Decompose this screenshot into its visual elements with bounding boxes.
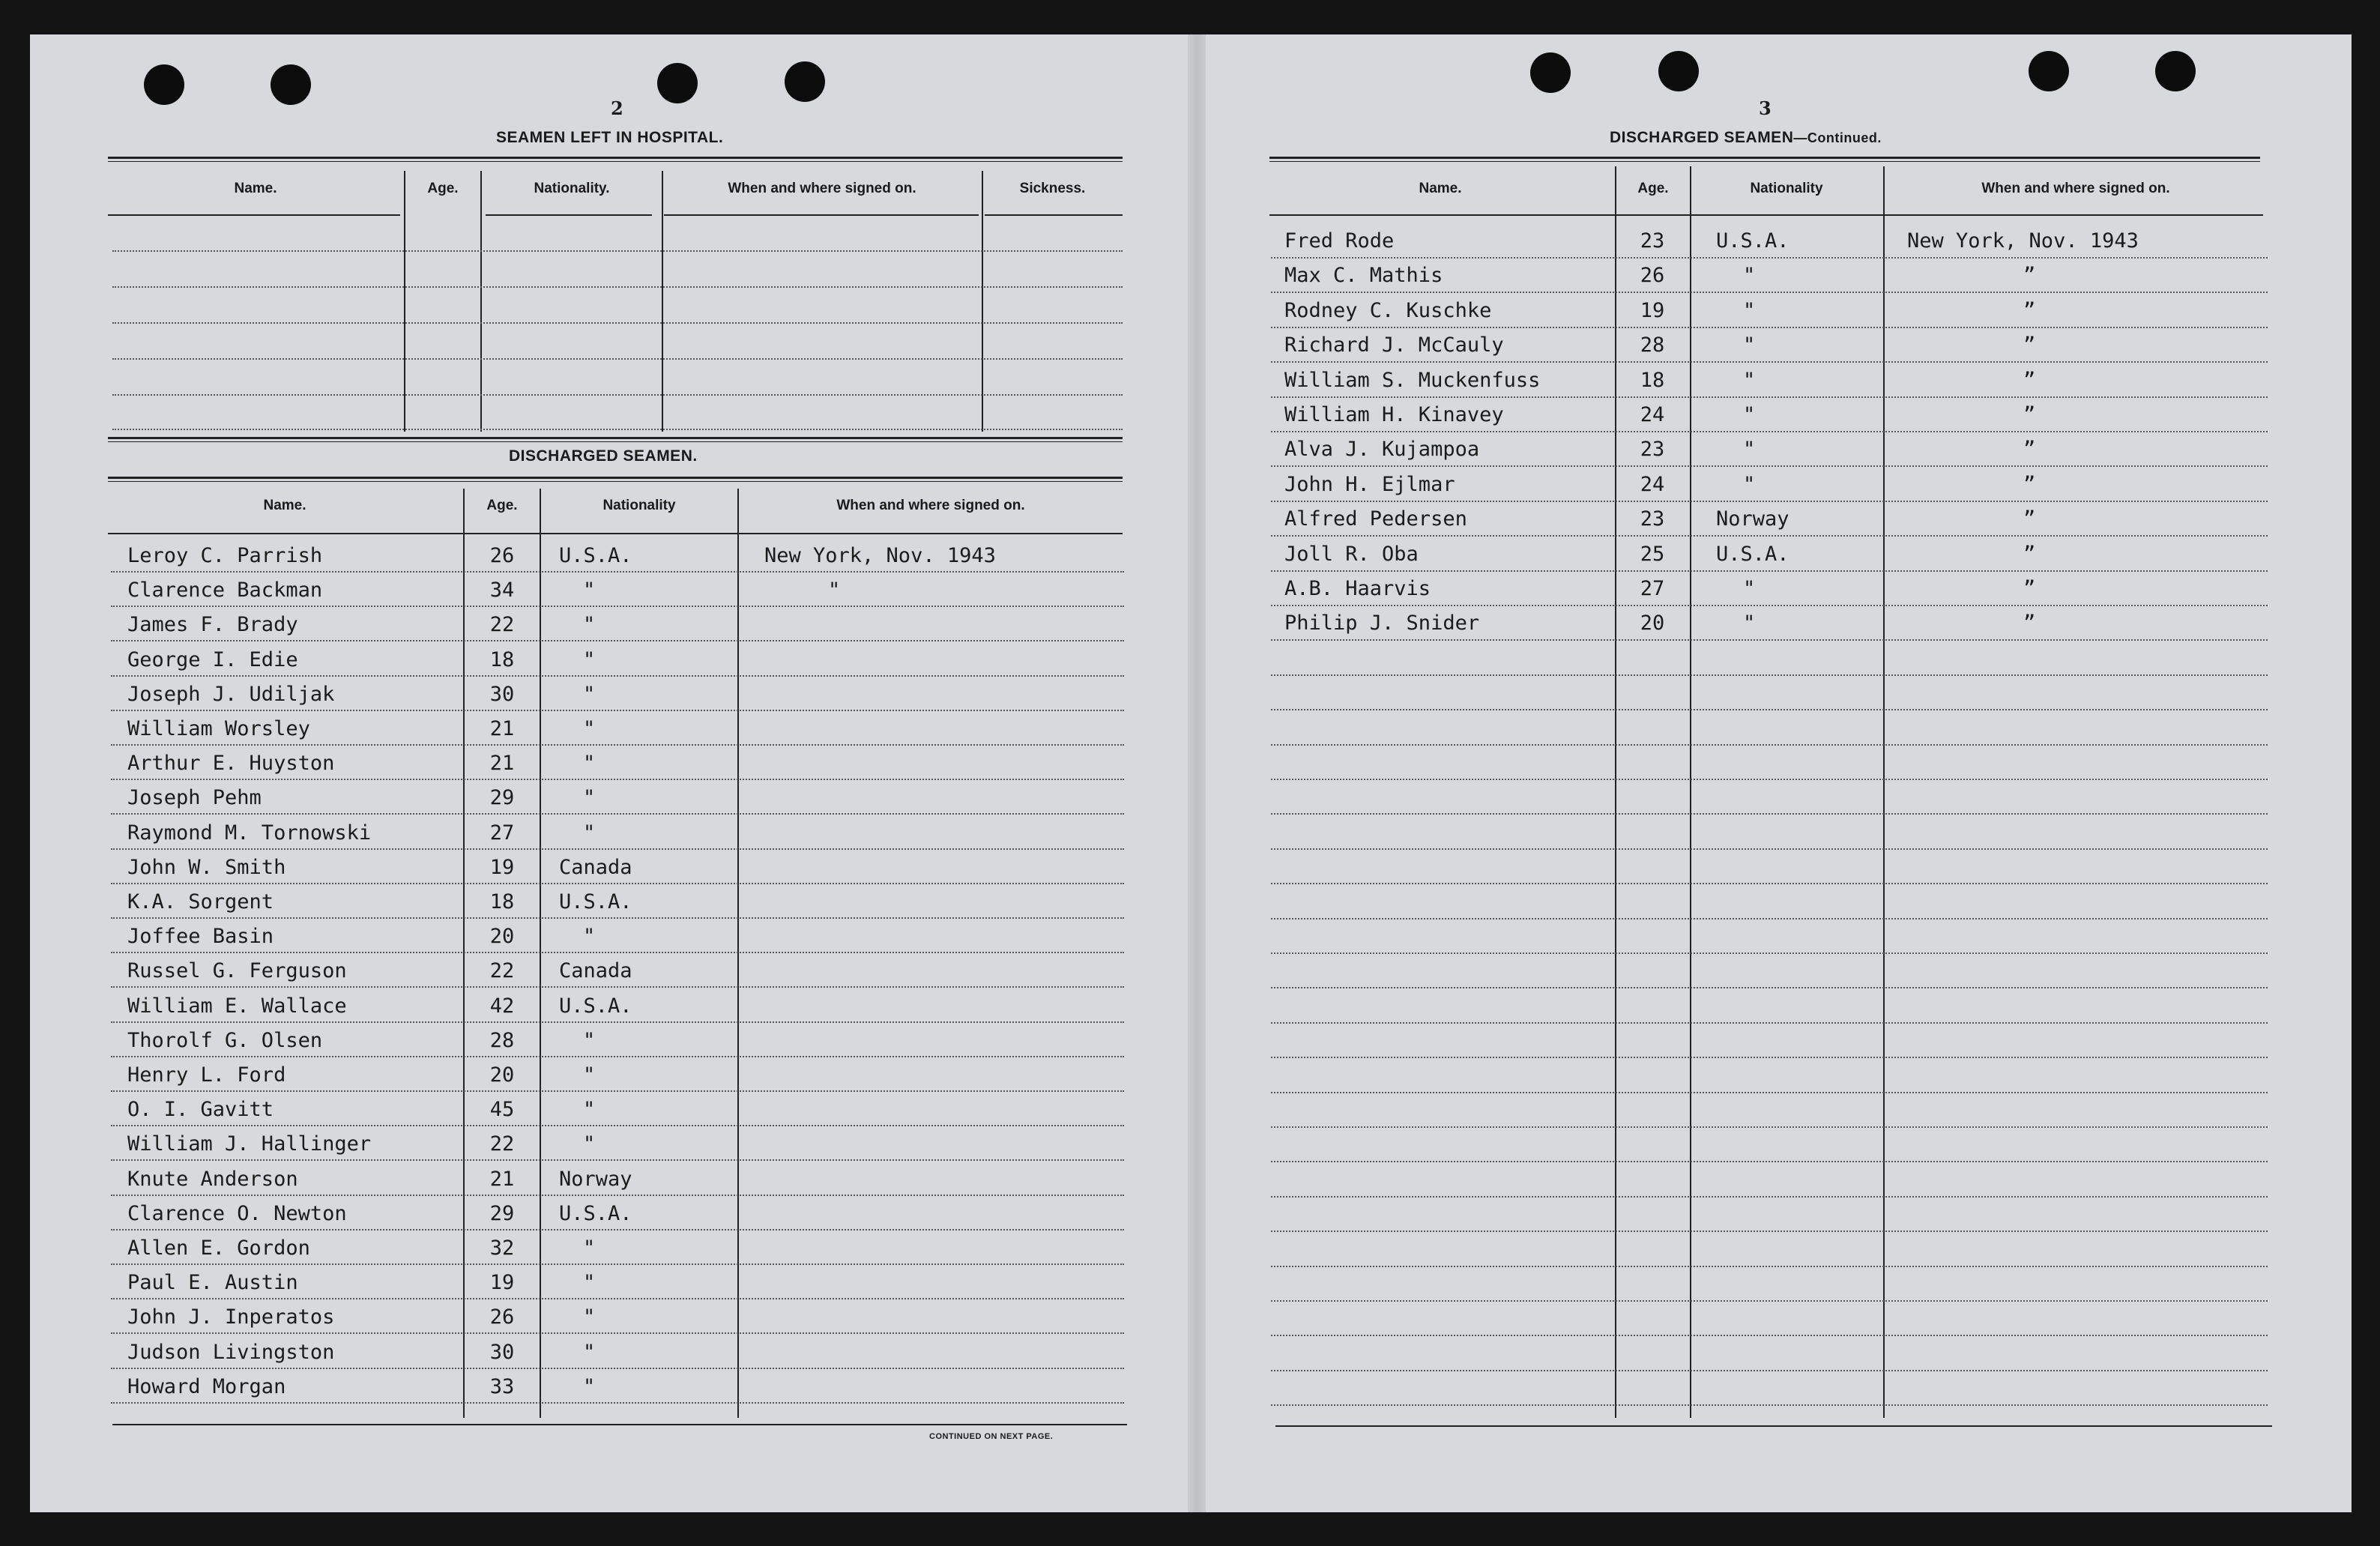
seaman-age: 21 <box>489 1168 515 1191</box>
seaman-name: Raymond M. Tornowski <box>127 821 372 845</box>
seaman-age: 26 <box>489 1305 515 1329</box>
punch-hole <box>2155 51 2196 91</box>
seaman-nationality: " <box>1743 438 1756 461</box>
double-rule <box>108 157 1123 162</box>
seaman-nationality: Norway <box>1716 507 1789 531</box>
seaman-age: 26 <box>1640 264 1665 287</box>
seaman-name: Alfred Pedersen <box>1284 507 1467 531</box>
header-rule <box>108 214 400 216</box>
row-line <box>1271 501 2268 502</box>
header-rule <box>985 214 1123 216</box>
seaman-signed-on: ” <box>2023 403 2036 426</box>
seaman-age: 19 <box>1640 299 1665 322</box>
seaman-name: Russel G. Ferguson <box>127 959 347 982</box>
page-number: 2 <box>611 97 623 119</box>
seaman-nationality: " <box>1743 333 1756 357</box>
column-divider <box>540 489 541 1418</box>
seaman-nationality: " <box>583 648 596 671</box>
seaman-age: 25 <box>1640 543 1665 566</box>
seaman-nationality: " <box>1743 612 1756 635</box>
discharged-header-nationality: Nationality <box>602 498 676 513</box>
seaman-age: 21 <box>489 752 515 775</box>
punch-hole <box>1530 52 1571 93</box>
seaman-name: Knute Anderson <box>127 1168 298 1191</box>
seaman-age: 18 <box>1640 369 1665 392</box>
row-line <box>1271 674 2268 676</box>
seaman-nationality: Norway <box>559 1168 632 1191</box>
seaman-age: 42 <box>489 994 515 1018</box>
row-line <box>1271 1126 2268 1128</box>
punch-hole <box>1658 51 1699 91</box>
seaman-signed-on: ” <box>2023 507 2036 531</box>
seaman-signed-on: ” <box>2023 577 2036 600</box>
seaman-name: Richard J. McCauly <box>1284 333 1504 357</box>
seaman-age: 20 <box>1640 612 1665 635</box>
seaman-name: O. I. Gavitt <box>127 1098 274 1121</box>
seaman-name: John H. Ejlmar <box>1284 473 1455 496</box>
seaman-nationality: " <box>583 925 596 948</box>
seaman-name: Alva J. Kujampoa <box>1284 438 1480 461</box>
header-rule <box>108 533 1123 534</box>
seaman-signed-on: ” <box>2023 299 2036 322</box>
row-line <box>1271 1370 2268 1371</box>
seaman-name: Joseph J. Udiljak <box>127 683 335 706</box>
header-rule <box>1269 214 2263 216</box>
seaman-name: Henry L. Ford <box>127 1063 286 1087</box>
seaman-name: Arthur E. Huyston <box>127 752 335 775</box>
seaman-nationality: U.S.A. <box>559 890 632 914</box>
seaman-signed-on: New York, Nov. 1943 <box>1907 229 2139 253</box>
discharged-header-name: Name. <box>263 498 306 513</box>
seaman-nationality: U.S.A. <box>559 544 632 567</box>
seaman-signed-on: New York, Nov. 1943 <box>764 544 996 567</box>
row-line <box>111 1195 1124 1196</box>
seaman-nationality: U.S.A. <box>1716 229 1789 253</box>
row-line <box>1271 1092 2268 1093</box>
seaman-nationality: " <box>1743 369 1756 392</box>
seaman-nationality: " <box>1743 577 1756 600</box>
row-line <box>1271 1300 2268 1302</box>
row-line <box>111 779 1124 780</box>
seaman-age: 23 <box>1640 438 1665 461</box>
seaman-nationality: Canada <box>559 959 632 982</box>
seaman-age: 22 <box>489 959 515 982</box>
seaman-age: 27 <box>489 821 515 845</box>
punch-hole <box>271 64 311 105</box>
column-divider <box>737 489 739 1418</box>
seaman-signed-on: " <box>828 579 841 602</box>
row-line <box>111 1332 1124 1334</box>
seaman-nationality: " <box>583 1063 596 1087</box>
row-line <box>1271 952 2268 954</box>
seaman-name: William J. Hallinger <box>127 1132 372 1156</box>
punch-hole <box>2029 51 2069 91</box>
seaman-age: 23 <box>1640 507 1665 531</box>
row-line <box>111 848 1124 850</box>
hospital-header-sickness: Sickness. <box>1019 181 1086 196</box>
row-line <box>111 1125 1124 1126</box>
blank-row-line <box>112 429 1123 430</box>
row-line <box>1271 1231 2268 1232</box>
row-line <box>111 1090 1124 1092</box>
discharged-header-signed-on: When and where signed on. <box>836 498 1025 513</box>
row-line <box>1271 257 2268 259</box>
seaman-name: George I. Edie <box>127 648 298 671</box>
seaman-name: Joffee Basin <box>127 925 274 948</box>
discharged-continued-title <box>1610 129 1882 147</box>
seaman-age: 30 <box>489 1341 515 1364</box>
row-line <box>111 1021 1124 1023</box>
seaman-signed-on: ” <box>2023 473 2036 496</box>
page-fold <box>1188 34 1206 1512</box>
punch-hole <box>144 64 184 105</box>
seaman-age: 29 <box>489 1202 515 1225</box>
seaman-age: 22 <box>489 1132 515 1156</box>
row-line <box>111 1263 1124 1265</box>
seaman-name: Clarence Backman <box>127 579 323 602</box>
seaman-name: John J. Inperatos <box>127 1305 335 1329</box>
seaman-nationality: " <box>583 821 596 845</box>
row-line <box>1271 605 2268 606</box>
table-bottom-rule <box>1275 1425 2272 1427</box>
double-rule <box>108 437 1123 442</box>
seaman-name: William H. Kinavey <box>1284 403 1504 426</box>
seaman-name: Judson Livingston <box>127 1341 335 1364</box>
row-line <box>1271 1161 2268 1162</box>
seaman-age: 22 <box>489 613 515 636</box>
seaman-name: William E. Wallace <box>127 994 347 1018</box>
hospital-header-age: Age. <box>427 181 459 196</box>
seaman-nationality: " <box>583 579 596 602</box>
seaman-signed-on: ” <box>2023 333 2036 357</box>
seaman-name: Paul E. Austin <box>127 1271 298 1294</box>
row-line <box>111 710 1124 711</box>
row-line <box>111 640 1124 641</box>
seaman-nationality: " <box>583 752 596 775</box>
row-line <box>1271 1196 2268 1198</box>
row-line <box>1271 848 2268 850</box>
seaman-name: Joll R. Oba <box>1284 543 1419 566</box>
discharged-header-age: Age. <box>486 498 518 513</box>
seaman-nationality: " <box>583 1237 596 1260</box>
column-divider <box>404 171 405 432</box>
seaman-signed-on: ” <box>2023 369 2036 392</box>
seaman-name: Allen E. Gordon <box>127 1237 310 1260</box>
seaman-nationality: " <box>583 1132 596 1156</box>
title-main: DISCHARGED SEAMEN <box>1610 129 1794 146</box>
seaman-nationality: " <box>1743 473 1756 496</box>
seaman-name: Clarence O. Newton <box>127 1202 347 1225</box>
discharged-section-title: DISCHARGED SEAMEN. <box>509 447 698 465</box>
row-line <box>111 883 1124 884</box>
seaman-age: 45 <box>489 1098 515 1121</box>
seaman-nationality: " <box>583 683 596 706</box>
seaman-nationality: " <box>583 1305 596 1329</box>
header-rule <box>486 214 652 216</box>
hospital-header-nationality: Nationality. <box>534 181 610 196</box>
seaman-name: Max C. Mathis <box>1284 264 1443 287</box>
seaman-nationality: Canada <box>559 856 632 879</box>
header-rule <box>664 214 979 216</box>
row-line <box>1271 918 2268 920</box>
table-bottom-rule <box>112 1424 1127 1425</box>
row-line <box>1271 1266 2268 1267</box>
seaman-nationality: " <box>583 1098 596 1121</box>
seaman-name: Thorolf G. Olsen <box>127 1029 323 1052</box>
blank-row-line <box>112 250 1123 252</box>
seaman-age: 18 <box>489 648 515 671</box>
row-line <box>1271 292 2268 293</box>
blank-row-line <box>112 322 1123 324</box>
row-line <box>1271 1057 2268 1058</box>
seaman-name: Philip J. Snider <box>1284 612 1480 635</box>
seaman-nationality: " <box>583 1375 596 1398</box>
row-line <box>1271 465 2268 467</box>
seaman-age: 21 <box>489 717 515 740</box>
seaman-age: 32 <box>489 1237 515 1260</box>
row-line <box>111 571 1124 573</box>
seaman-name: A.B. Haarvis <box>1284 577 1431 600</box>
row-line <box>1271 709 2268 710</box>
seaman-age: 19 <box>489 1271 515 1294</box>
seaman-age: 28 <box>489 1029 515 1052</box>
seaman-nationality: " <box>1743 403 1756 426</box>
row-line <box>111 986 1124 988</box>
row-line <box>1271 987 2268 988</box>
seaman-age: 33 <box>489 1375 515 1398</box>
continued-header-age: Age. <box>1637 181 1669 196</box>
seaman-age: 26 <box>489 544 515 567</box>
row-line <box>111 606 1124 607</box>
hospital-header-signed-on: When and where signed on. <box>728 181 916 196</box>
punch-hole <box>785 61 825 102</box>
seaman-signed-on: ” <box>2023 264 2036 287</box>
row-line <box>1271 883 2268 884</box>
seaman-age: 18 <box>489 890 515 914</box>
seaman-age: 20 <box>489 1063 515 1087</box>
seaman-nationality: " <box>583 1271 596 1294</box>
seaman-name: Joseph Pehm <box>127 786 262 809</box>
continued-header-signed-on: When and where signed on. <box>1981 181 2170 196</box>
seaman-age: 30 <box>489 683 515 706</box>
column-divider <box>480 171 482 432</box>
punch-hole <box>657 63 698 103</box>
row-line <box>111 744 1124 746</box>
row-line <box>1271 396 2268 398</box>
blank-row-line <box>112 286 1123 288</box>
seaman-nationality: U.S.A. <box>559 1202 632 1225</box>
seaman-age: 23 <box>1640 229 1665 253</box>
seaman-age: 28 <box>1640 333 1665 357</box>
seaman-age: 24 <box>1640 403 1665 426</box>
row-line <box>111 1159 1124 1161</box>
hospital-header-name: Name. <box>234 181 277 196</box>
double-rule <box>108 477 1123 482</box>
page-number: 3 <box>1759 97 1772 119</box>
seaman-age: 24 <box>1640 473 1665 496</box>
seaman-name: Fred Rode <box>1284 229 1395 253</box>
seaman-name: John W. Smith <box>127 856 286 879</box>
seaman-name: Howard Morgan <box>127 1375 286 1398</box>
row-line <box>1271 1022 2268 1024</box>
row-line <box>1271 431 2268 432</box>
row-line <box>1271 535 2268 537</box>
hospital-section-title: SEAMEN LEFT IN HOSPITAL. <box>496 129 724 146</box>
row-line <box>111 1298 1124 1299</box>
seaman-nationality: " <box>583 786 596 809</box>
seaman-nationality: U.S.A. <box>1716 543 1789 566</box>
seaman-name: Rodney C. Kuschke <box>1284 299 1492 322</box>
row-line <box>1271 639 2268 641</box>
seaman-nationality: " <box>583 613 596 636</box>
seaman-nationality: " <box>583 1029 596 1052</box>
seaman-nationality: " <box>1743 264 1756 287</box>
continued-header-nationality: Nationality <box>1750 181 1823 196</box>
blank-row-line <box>112 394 1123 396</box>
seaman-age: 27 <box>1640 577 1665 600</box>
row-line <box>111 952 1124 953</box>
seaman-nationality: " <box>583 717 596 740</box>
blank-row-line <box>112 358 1123 360</box>
title-suffix: —Continued. <box>1793 130 1882 145</box>
seaman-nationality: " <box>583 1341 596 1364</box>
seaman-signed-on: ” <box>2023 543 2036 566</box>
row-line <box>111 1056 1124 1057</box>
double-rule <box>1269 157 2260 162</box>
column-divider <box>662 171 663 432</box>
seaman-name: William S. Muckenfuss <box>1284 369 1541 392</box>
row-line <box>111 813 1124 815</box>
seaman-name: Leroy C. Parrish <box>127 544 323 567</box>
row-line <box>1271 361 2268 363</box>
seaman-name: William Worsley <box>127 717 310 740</box>
row-line <box>1271 779 2268 780</box>
seaman-age: 34 <box>489 579 515 602</box>
row-line <box>111 1402 1124 1404</box>
column-divider <box>982 171 983 432</box>
row-line <box>111 917 1124 919</box>
seaman-age: 29 <box>489 786 515 809</box>
seaman-age: 20 <box>489 925 515 948</box>
row-line <box>1271 813 2268 815</box>
row-line <box>1271 1335 2268 1336</box>
seaman-nationality: " <box>1743 299 1756 322</box>
row-line <box>1271 570 2268 572</box>
row-line <box>111 675 1124 677</box>
seaman-signed-on: ” <box>2023 438 2036 461</box>
seaman-name: James F. Brady <box>127 613 298 636</box>
row-line <box>1271 327 2268 328</box>
seaman-nationality: U.S.A. <box>559 994 632 1018</box>
seaman-signed-on: ” <box>2023 612 2036 635</box>
continued-note: CONTINUED ON NEXT PAGE. <box>929 1432 1054 1441</box>
row-line <box>111 1229 1124 1231</box>
row-line <box>1271 1404 2268 1406</box>
continued-header-name: Name. <box>1419 181 1462 196</box>
seaman-age: 19 <box>489 856 515 879</box>
row-line <box>111 1368 1124 1369</box>
row-line <box>1271 744 2268 746</box>
seaman-name: K.A. Sorgent <box>127 890 274 914</box>
